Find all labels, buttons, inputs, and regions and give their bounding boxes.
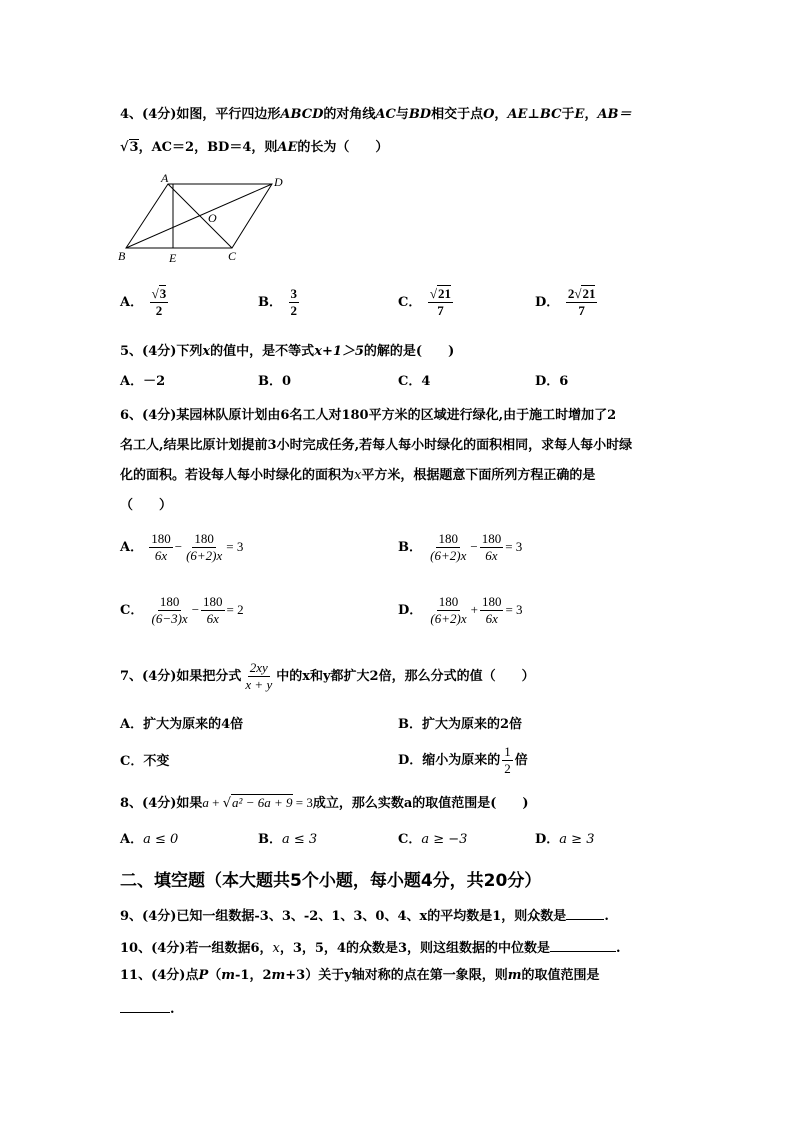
q8-option-b[interactable]: B．a ≤ 3 <box>258 832 318 847</box>
q5-option-b[interactable]: B．0 <box>258 374 292 389</box>
label-e: E <box>169 251 177 265</box>
sqrt-symbol: √ <box>120 140 129 155</box>
q8-option-a[interactable]: A．a ≤ 0 <box>120 832 179 847</box>
label-d: D <box>274 175 283 189</box>
q4-line2: √3，AC＝2，BD＝4，则AE的长为（ ） <box>120 140 389 155</box>
q7-option-c[interactable]: C．不变 <box>120 754 170 769</box>
q7-stem: 7、(4分)如果把分式 $\frac{2xy}{x + y}$ 中的x和y都扩大2倍，那么分式的值（ ） <box>120 660 535 692</box>
q6-option-b[interactable]: B． $\frac{180}{(6+2)x}$ − $\frac{180}{6x}$ = 3 <box>398 531 523 563</box>
q9-answer-blank[interactable] <box>566 905 604 920</box>
q4-line1: 4、(4分)如图，平行四边形ABCD的对角线AC与BD相交于点O，AE⊥BC于E，AB＝ <box>120 107 632 122</box>
q9-stem: 9、(4分)已知一组数据-3、3、-2、1、3、0、4、x的平均数是1，则众数是 . <box>120 905 609 926</box>
label-b: B <box>118 249 126 263</box>
q8-option-d[interactable]: D．a ≥ 3 <box>535 832 595 847</box>
q4-option-b[interactable]: B． $\frac{3}{2}$ <box>258 286 298 318</box>
q11-stem: 11、(4分)点P（m-1，2m+3）关于y轴对称的点在第一象限，则m的取值范围是 <box>120 968 600 983</box>
section-heading-fill-in: 二、填空题（本大题共5个小题，每小题4分，共20分） <box>120 871 542 891</box>
q7-option-a[interactable]: A．扩大为原来的4倍 <box>120 717 244 732</box>
diagonal-bd <box>126 184 272 248</box>
q5-stem: 5、(4分)下列x的值中，是不等式x+1＞5的解的是( ) <box>120 344 455 359</box>
q10-stem: 10、(4分)若一组数据6，x，3，5，4的众数是3，则这组数据的中位数是 . <box>120 937 621 958</box>
q6-line4: （ ） <box>120 498 173 513</box>
q5-option-d[interactable]: D．6 <box>535 374 569 389</box>
q6-line3: 化的面积。若设每人每小时绿化的面积为x平方米，根据题意下面所列方程正确的是 <box>120 468 596 483</box>
label-a: A <box>161 171 169 185</box>
q4-option-c[interactable]: C． $\frac{√21}{7}$ <box>398 286 452 318</box>
q6-line1: 6、(4分)某园林队原计划由6名工人对180平方米的区域进行绿化,由于施工时增加了2 <box>120 408 617 423</box>
q11-answer-blank[interactable] <box>120 998 170 1013</box>
q6-option-a[interactable]: A． $\frac{180}{6x}$ − $\frac{180}{(6+2)x}$ = 3 <box>120 531 244 563</box>
q6-line2: 名工人,结果比原计划提前3小时完成任务,若每人每小时绿化的面积相同，求每人每小时绿 <box>120 438 633 453</box>
q6-option-d[interactable]: D． $\frac{180}{(6+2)x}$ + $\frac{180}{6x}$ = 3 <box>398 594 523 626</box>
q5-option-c[interactable]: C．4 <box>398 374 431 389</box>
q6-option-c[interactable]: C． $\frac{180}{(6-3)x}$ − $\frac{180}{6x}$ = 2 <box>120 594 244 626</box>
q4-option-d[interactable]: D． $\frac{2√21}{7}$ <box>535 286 596 318</box>
label-o: O <box>208 211 217 225</box>
q8-option-c[interactable]: C．a ≥ −3 <box>398 832 468 847</box>
q7-option-b[interactable]: B．扩大为原来的2倍 <box>398 717 523 732</box>
q5-option-a[interactable]: A．－2 <box>120 374 166 389</box>
q10-answer-blank[interactable] <box>550 937 616 952</box>
label-c: C <box>228 249 237 263</box>
parallelogram-figure <box>112 170 292 270</box>
q7-option-d[interactable]: D．缩小为原来的 $\frac{1}{2}$ 倍 <box>398 744 528 776</box>
q11-answer-line: . <box>120 998 175 1019</box>
q8-stem: 8、(4分)如果a + √a² − 6a + 9 = 3成立，那么实数a的取值范围是( ) <box>120 795 529 811</box>
q4-option-a[interactable]: A． $\frac{√3}{2}$ <box>120 286 167 318</box>
